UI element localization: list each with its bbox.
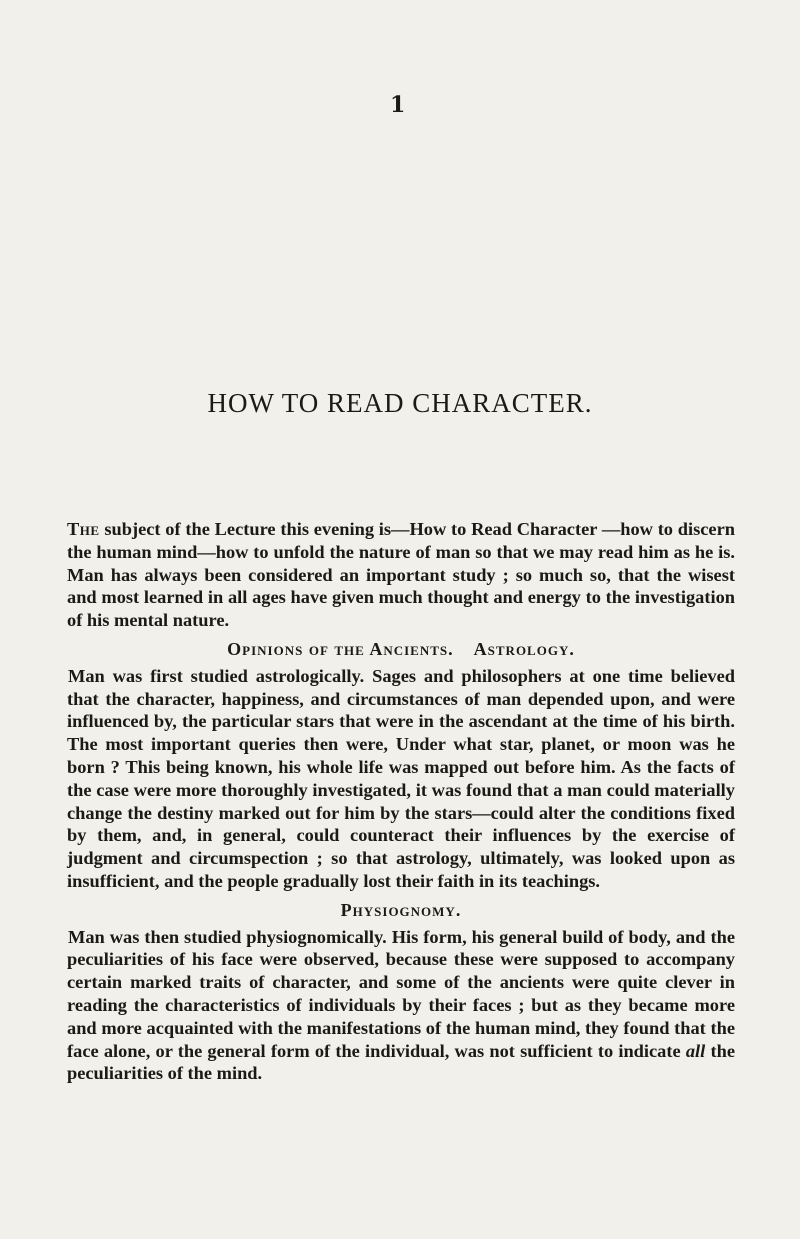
- page-title: HOW TO READ CHARACTER.: [207, 388, 593, 419]
- physiognomy-text-after: the peculiarities of the mind.: [67, 1040, 735, 1084]
- section-heading-astrology: [67, 638, 735, 661]
- section-heading-physiognomy: Physiognomy.: [340, 899, 462, 920]
- intro-text: subject of the Lecture this evening is—How to Read Character —how to discern the human mind—how to unfold the nature of man so that we may read him as he is. Man has always been considered an important study ; so much so, that the wisest and most learned in all ages have given much thought and energy to the investigation of his mental nature.: [67, 519, 735, 631]
- physiognomy-paragraph: [67, 926, 735, 1086]
- physiognomy-text-before: Man was then studied physiognomically. His form, his general build of body, and the peculiarities of his face were observed, because these were supposed to accompany certain marked traits of character, and some of the ancients were quite clever in reading the characteristics of individuals by their faces ; but as they became more and more acquainted with the manifestations of the human mind, they found that the face alone, or the general form of the individual, was not sufficient to indicate: [67, 926, 735, 1061]
- intro-lead-word: The: [67, 519, 100, 539]
- astrology-paragraph: Man was first studied astrologically. Sages and philosophers at one time believed that the character, happiness, and circumstances of man depended upon, and were influenced by, the particular stars that were in the ascendant at the time of his birth. The most important queries then were, Under what star, planet, or moon was he born ? This being known, his whole life was mapped out before him. As the facts of the case were more thoroughly investigated, it was found that a man could materially change the destiny marked out for him by the stars—could alter the conditions fixed by them, and, in general, could counteract their influences by the exercise of judgment and circumspection ; so that astrology, ultimately, was looked upon as insufficient, and the people gradually lost their faith in its teachings.: [67, 665, 735, 891]
- page-number: 1: [390, 92, 406, 118]
- body-text: [67, 518, 735, 1085]
- heading-opinions: Opinions of the Ancients.: [227, 638, 454, 659]
- physiognomy-emphasis: all: [685, 1040, 706, 1061]
- intro-paragraph: [67, 518, 735, 632]
- heading-astrology: Astrology.: [473, 638, 575, 659]
